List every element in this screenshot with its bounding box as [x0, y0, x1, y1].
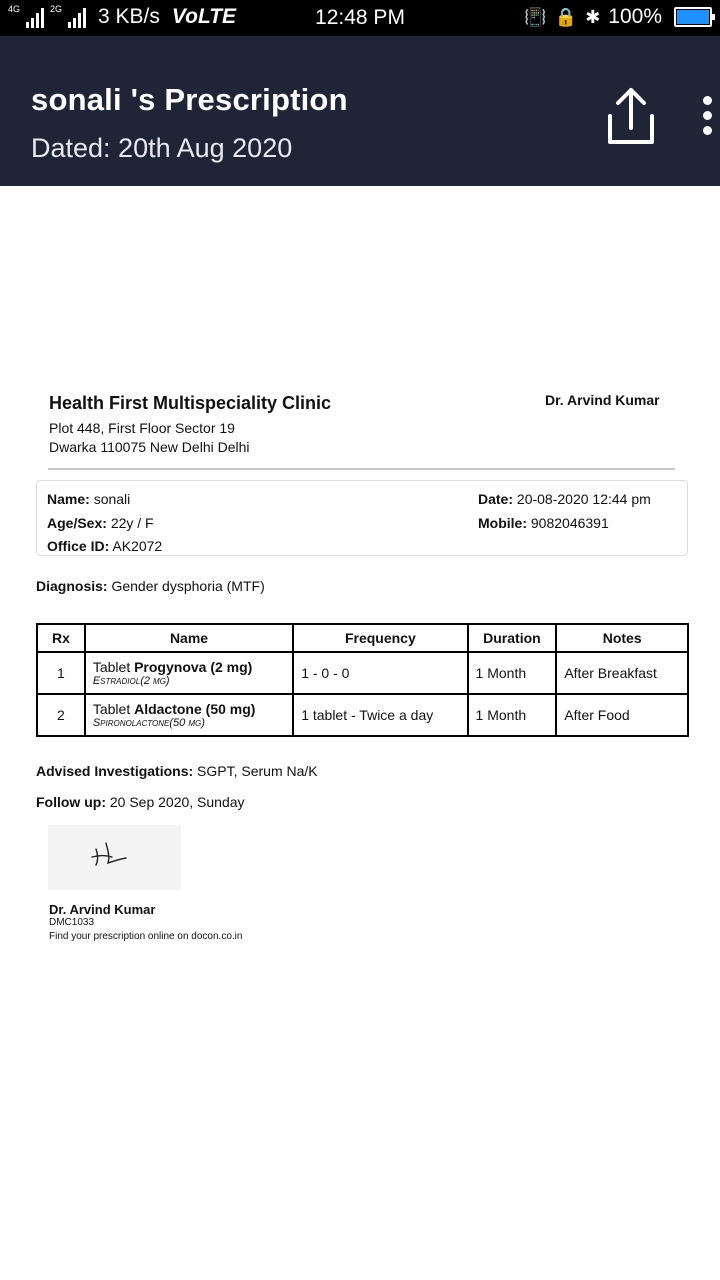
- clinic-address-line1: Plot 448, First Floor Sector 19: [49, 420, 235, 436]
- column-header-notes: Notes: [556, 624, 688, 652]
- clinic-name: Health First Multispeciality Clinic: [49, 393, 332, 413]
- clock: 12:48 PM: [315, 6, 405, 29]
- diagnosis: Diagnosis: Gender dysphoria (MTF): [36, 578, 265, 594]
- frequency: 1 tablet - Twice a day: [293, 694, 467, 736]
- advised-investigations: Advised Investigations: SGPT, Serum Na/K: [36, 763, 318, 779]
- notes: After Breakfast: [556, 652, 688, 694]
- patient-name: Name: sonali: [47, 491, 131, 507]
- column-header-duration: Duration: [468, 624, 557, 652]
- patient-mobile: Mobile: 9082046391: [478, 515, 609, 531]
- medicine-prefix: Tablet: [92, 700, 135, 717]
- table-row: [37, 652, 688, 694]
- medicine-prefix: Tablet: [92, 658, 135, 675]
- patient-office-id: Office ID: AK2072: [47, 538, 163, 554]
- doctor-registration: DMC1033: [49, 917, 95, 928]
- divider: [48, 468, 675, 470]
- patient-info-box: [36, 480, 688, 556]
- medicine-generic: Estradiol(2 mg): [92, 674, 170, 687]
- clinic-address-line2: Dwarka 110075 New Delhi Delhi: [49, 439, 250, 455]
- notes: After Food: [556, 694, 688, 736]
- follow-up: Follow up: 20 Sep 2020, Sunday: [36, 794, 245, 810]
- network-2g-label: 2G: [50, 4, 63, 14]
- page-subtitle: Dated: 20th Aug 2020: [31, 133, 293, 163]
- volte-indicator: VoLTE: [171, 5, 237, 28]
- battery-percent: 100%: [608, 5, 662, 28]
- network-speed: 3 KB/s: [98, 5, 160, 28]
- doctor-name-header: Dr. Arvind Kumar: [545, 392, 660, 408]
- more-options-button[interactable]: [694, 96, 720, 142]
- share-button[interactable]: [600, 84, 664, 150]
- medicine-generic: Spironolactone(50 mg): [92, 716, 205, 729]
- prescription-date: Date: 20-08-2020 12:44 pm: [478, 491, 651, 507]
- prescription-footer: Find your prescription online on docon.co.in: [49, 931, 243, 942]
- page-title: sonali 's Prescription: [31, 82, 348, 117]
- signature-image: [48, 825, 181, 890]
- battery-icon: [674, 7, 712, 27]
- network-4g-label: 4G: [8, 4, 21, 14]
- medicine-cell: [85, 694, 293, 736]
- column-header-frequency: Frequency: [293, 624, 467, 652]
- frequency: 1 - 0 - 0: [293, 652, 467, 694]
- patient-age-sex: Age/Sex: 22y / F: [47, 515, 154, 531]
- rx-number: 2: [37, 694, 85, 736]
- rx-number: 1: [37, 652, 85, 694]
- bluetooth-icon: ✱: [585, 6, 601, 27]
- status-bar: [0, 0, 720, 36]
- column-header-name: Name: [85, 624, 293, 652]
- medicine-name: Aldactone (50 mg): [134, 700, 256, 717]
- vibrate-icon: 📳: [524, 6, 547, 27]
- duration: 1 Month: [468, 652, 557, 694]
- rotation-lock-icon: 🔒: [554, 6, 578, 27]
- more-options-icon: [703, 96, 712, 105]
- app-bar: [0, 36, 720, 186]
- medicine-cell: [85, 652, 293, 694]
- share-icon: [600, 84, 664, 150]
- duration: 1 Month: [468, 694, 557, 736]
- medicine-name: Progynova (2 mg): [134, 658, 253, 675]
- signature-doctor-name: Dr. Arvind Kumar: [49, 902, 156, 917]
- column-header-rx: Rx: [37, 624, 85, 652]
- table-header-row: [37, 624, 688, 652]
- table-row: [37, 694, 688, 736]
- prescription-document: [0, 186, 720, 1280]
- medication-table: [36, 623, 689, 737]
